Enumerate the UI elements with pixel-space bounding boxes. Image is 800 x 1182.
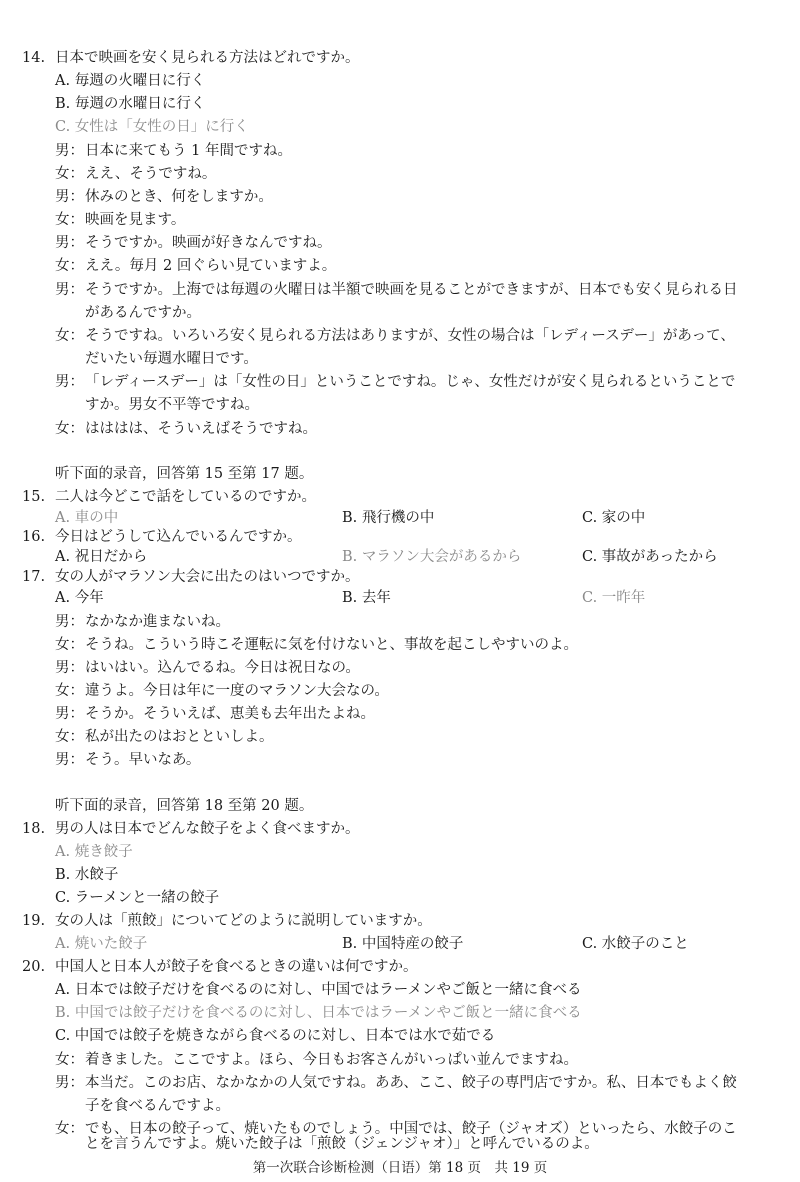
question-text: 日本で映画を安く見られる方法はどれですか。 <box>55 50 360 66</box>
exam-page: 14. 日本で映画を安く見られる方法はどれですか。 A. 毎週の火曜日に行く B. 毎週の水曜日に行く C. 女性は「女性の日」に行く 男： 日本に来てもう 1 年間ですね。 女： ええ、そうですね。 男： 休みのとき、何をしますか。 女： 映画を見ます。 男： そうですか。映画が好きなんですね。 女： ええ。毎月 2 回ぐらい見ていますよ。 男： そうですか。上海では毎週の火曜日は半額で映画を見ることができますが、日本でも安く見られる日 があるんですか。 女： そうですね。いろいろ安く見られる方法はありますが、女性の場合は「レディースデー」があって、 だいたい毎週水曜日です。 男： 「レディースデー」は「女性の日」ということですね。じゃ、女性だけが安く見られるということで すか。男女不平等ですね。 女： はははは、そういえばそうですね。 听下面的录音，回答第 15 至第 17 题。 15. 二人は今どこで話をしているのですか。 A. 車の中 B. 飛行機の中 C. 家の中 16. 今日はどうして込んでいるんですか。 A. 祝日だから B. マラソン大会があるから C. 事故があったから 17. 女の人がマラソン大会に出たのはいつですか。 A. 今年 B. 去年 C. 一昨年 男： なかなか進まないね。 女： そうね。こういう時こそ運転に気を付けないと、事故を起こしやすいのよ。 男： はいはい。込んでるね。今日は祝日なの。 女： 違うよ。今日は年に一度のマラソン大会なの。 男： そうか。そういえば、恵美も去年出たよね。 女： 私が出たのはおとといしよ。 男： そう。早いなあ。 听下面的录音，回答第 18 至第 20 题。 18. 男の人は日本でどんな餃子をよく食べますか。 A. 焼き餃子 B. 水餃子 C. ラーメンと一緒の餃子 19. 女の人は「煎餃」についてどのように説明していますか。 A. 焼いた餃子 B. 中国特産の餃子 C. 水餃子のこと 20. 中国人と日本人が餃子を食べるときの違いは何ですか。 A. 日本では餃子だけを食べるのに対し、中国ではラーメンやご飯と一緒に食べる B. 中国では餃子だけを食べるのに対し、日本ではラーメンやご飯と一緒に食べる C. 中国では餃子を焼きながら食べるのに対し、日本では水で茹でる 女： 着きました。ここですよ。ほら、今日もお客さんがいっぱい並んでますね。 男： 本当だ。このお店、なかなかの人気ですね。ああ、ここ、餃子の専門店ですか。私、日本でもよく餃 子を食べるんですよ。 女： でも、日本の餃子って、焼いたものでしょう。中国では、餃子（ジャオズ）といったら、水餃子のこ 第一次联合诊断检测（日语）第 18 页 共 19 页 とを言うんですよ。焼いた餃子は「煎餃（ジェンジャオ）」と呼んでいるのよ。 <box>0 0 800 1182</box>
option-b: B. マラソン大会があるから <box>342 549 522 565</box>
option-c: C. 水餃子のこと <box>582 936 689 952</box>
page-footer: 第一次联合诊断检测（日语）第 18 页 共 19 页 <box>252 1160 548 1176</box>
option-c: C. 事故があったから <box>582 549 718 565</box>
option-a: A. 車の中 <box>55 510 119 526</box>
option-b: B. 中国特産の餃子 <box>342 936 464 952</box>
option-c: C. 家の中 <box>582 510 646 526</box>
option-b: B. 去年 <box>342 590 391 606</box>
option-a: A. 焼いた餃子 <box>55 936 148 952</box>
option-c: C. 一昨年 <box>582 590 646 606</box>
option-a: A. 祝日だから <box>55 549 148 565</box>
question-number: 14. <box>22 50 46 66</box>
option-b: B. 飛行機の中 <box>342 510 435 526</box>
option-a: A. 今年 <box>55 590 104 606</box>
